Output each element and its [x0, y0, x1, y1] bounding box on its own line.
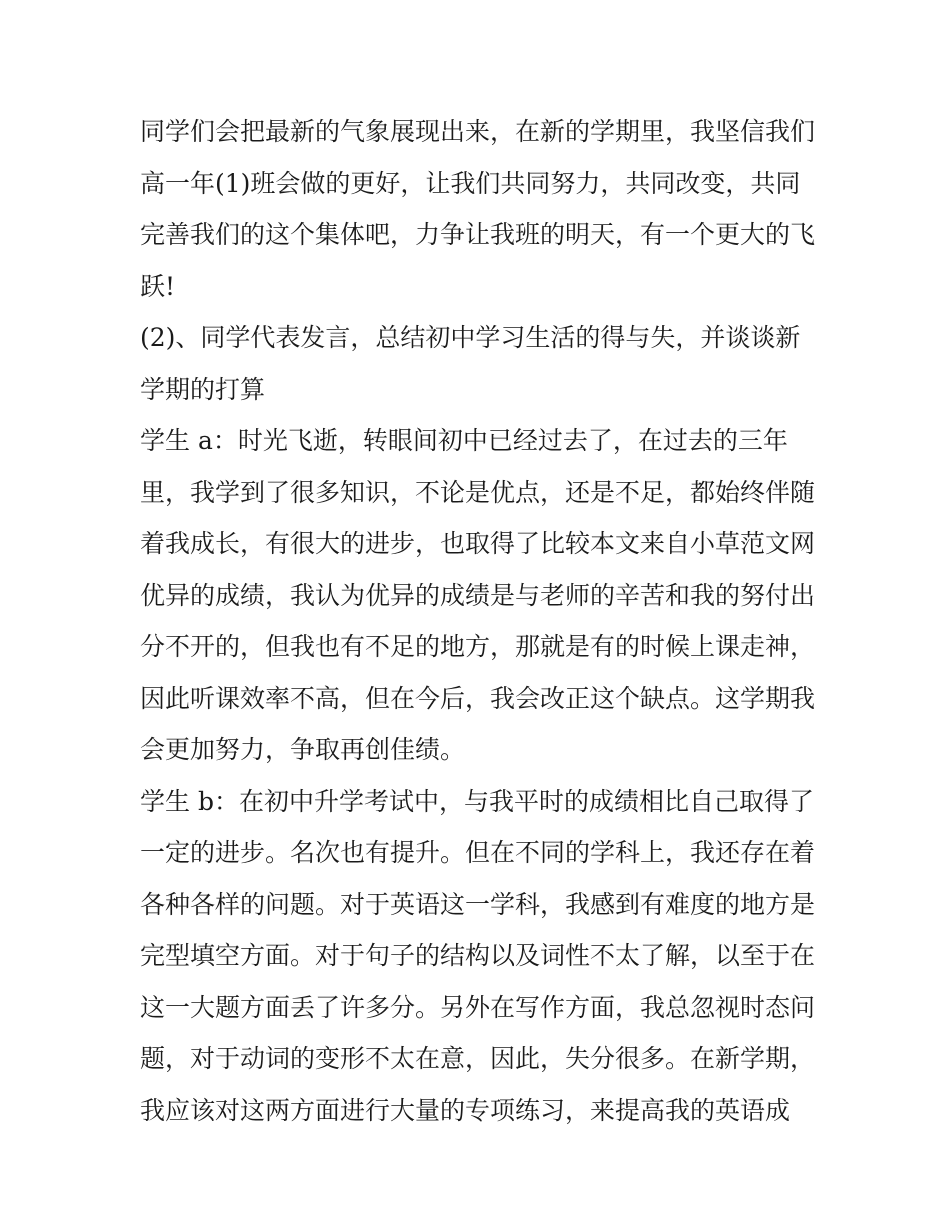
text-line: 会更加努力，争取再创佳绩。 [140, 735, 466, 764]
text-line: 里，我学到了很多知识，不论是优点，还是不足，都始终伴随 [140, 477, 816, 507]
text-line: 因此听课效率不高，但在今后，我会改正这个缺点。这学期我 [140, 683, 816, 713]
text-line: 同学们会把最新的气象展现出来，在新的学期里，我坚信我们 [140, 117, 816, 146]
text-line: 学期的打算 [140, 374, 266, 404]
text-line: 着我成长，有很大的进步，也取得了比较本文来自小草范文网 [140, 529, 816, 558]
text-line: 跃! [140, 271, 176, 301]
text-line: 这一大题方面丢了许多分。另外在写作方面，我总忽视时态问 [140, 992, 816, 1022]
text-line: 题，对于动词的变形不太在意，因此，失分很多。在新学期， [140, 1044, 816, 1073]
text-line: 学生 b：在初中升学考试中，与我平时的成绩相比自己取得了 [140, 786, 814, 816]
text-line: 各种各样的问题。对于英语这一学科，我感到有难度的地方是 [140, 889, 816, 919]
text-line: 分不开的，但我也有不足的地方，那就是有的时候上课走神， [140, 632, 816, 661]
text-line: 一定的进步。名次也有提升。但在不同的学科上，我还存在着 [140, 838, 816, 867]
text-line: 完型填空方面。对于句子的结构以及词性不太了解，以至于在 [140, 941, 816, 970]
text-line: 学生 a：时光飞逝，转眼间初中已经过去了，在过去的三年 [140, 426, 788, 455]
text-line: 优异的成绩，我认为优异的成绩是与老师的辛苦和我的努付出 [140, 580, 816, 610]
text-line: 高一年(1)班会做的更好，让我们共同努力，共同改变，共同 [140, 168, 801, 198]
document-body [140, 106, 820, 1136]
text-line: (2)、同学代表发言，总结初中学习生活的得与失，并谈谈新 [140, 323, 801, 352]
text-line: 我应该对这两方面进行大量的专项练习，来提高我的英语成 [140, 1095, 791, 1125]
text-line: 完善我们的这个集体吧，力争让我班的明天，有一个更大的飞 [140, 220, 816, 249]
